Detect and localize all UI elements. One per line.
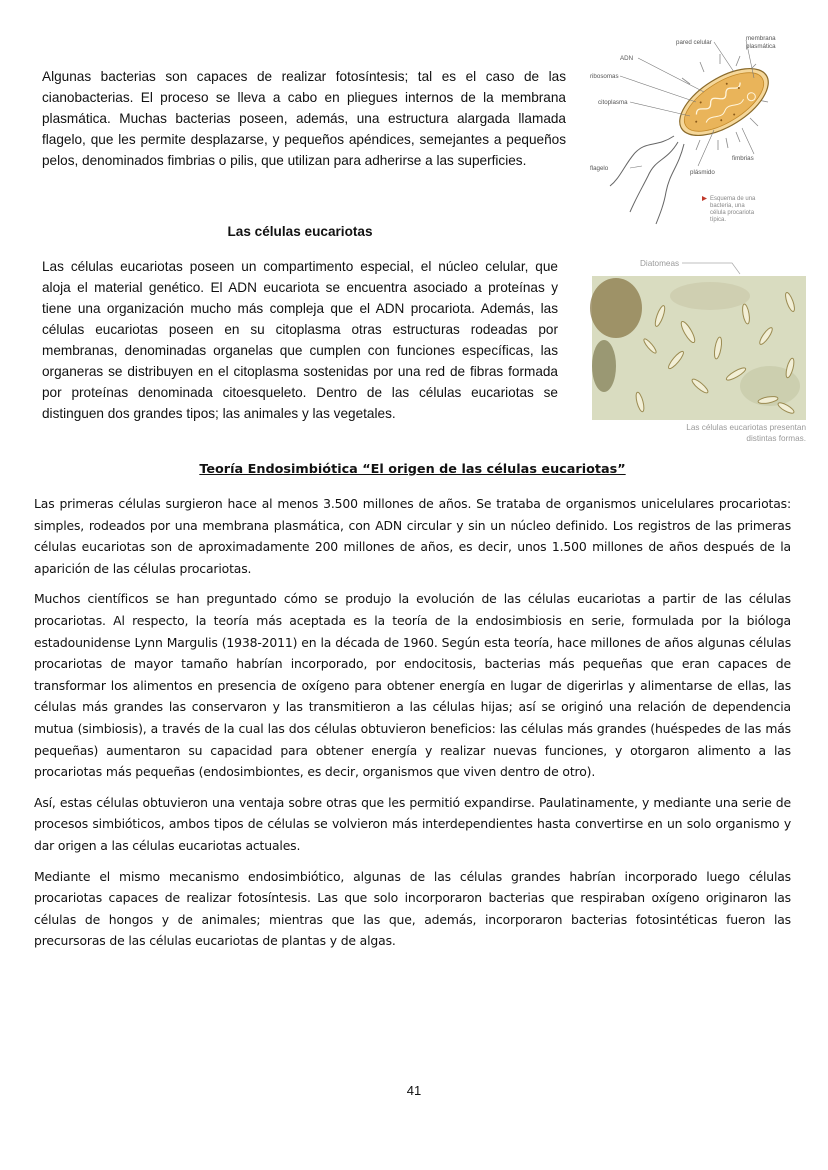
diatom-micrograph	[590, 256, 810, 448]
endosymbiotic-paragraph-1: Las primeras células surgieron hace al menos 3.500 millones de años. Se trataba de organismos unicelulares procariotas: simples, rodeados por una membrana plasmática, con ADN circular y sin un núcleo definido. Los registros de las primeras células eucariotas son de aproximadamente 200 millones de años, es decir, unos 1.500 millones de años después de la aparición de las células procariotas.	[34, 496, 791, 576]
endosymbiotic-paragraph-3: Así, estas células obtuvieron una ventaja sobre otras que les permitió expandirse. Paulatinamente, y mediante una serie de procesos simbióticos, ambos tipos de células se volvieron más interdependientes hasta convertirse en un solo organismo y dar origen a las células eucariotas actuales.	[34, 794, 791, 853]
diatom-caption-line-2: distintas formas.	[746, 434, 806, 443]
label-plasmido: plásmido	[690, 169, 715, 176]
label-pared: pared celular	[676, 39, 712, 46]
label-adn: ADN	[620, 55, 634, 62]
label-citoplasma: citoplasma	[598, 99, 628, 106]
label-flagelo: flagelo	[590, 165, 609, 172]
diatom-label: Diatomeas	[640, 259, 680, 268]
endosymbiotic-paragraph-4: Mediante el mismo mecanismo endosimbiótico, algunas de las células grandes habrían incorporado luego células procariotas capaces de realizar fotosíntesis. Las que solo incorporaron bacterias que respiraban oxígeno originaron las células de hongos y de animales; mientras que las que, además, incorporaron bacterias fotosintéticas fueron las precursoras de las células eucariotas de plantas y de algas.	[34, 868, 791, 949]
caption-marker	[702, 196, 707, 201]
bacteria-caption-line-4: típica.	[710, 217, 727, 223]
label-fimbrias: fimbrias	[732, 155, 754, 162]
label-membrana-1: membrana	[746, 35, 776, 42]
label-ribosomas: ribosomas	[590, 73, 619, 80]
bacteria-caption-line-1: Esquema de una	[710, 196, 756, 202]
flagellum-3	[656, 144, 684, 224]
eukaryotes-paragraph: Las células eucariotas poseen un compartimento especial, el núcleo celular, que aloja el material genético. El ADN eucariota se encuentra asociado a proteínas y tiene una organización mucho más compleja que el ADN procariota. Además, las células eucariotas poseen en su citoplasma otras estructuras rodeadas por membranas, denominadas organelas que cumplen con funciones específicas, las organeras se distribuyen en el citoplasma sostenidas por una red de fibras formada por proteínas denominada citoesqueleto. Dentro de las células eucariotas se distinguen dos grandes tipos; las animales y las vegetales.	[42, 259, 558, 421]
eukaryotes-heading: Las células eucariotas	[227, 224, 373, 239]
bacteria-caption-line-3: célula procariota	[710, 210, 755, 216]
endosymbiotic-title: Teoría Endosimbiótica “El origen de las células eucariotas”	[199, 462, 626, 477]
endosymbiotic-body	[34, 493, 791, 961]
label-membrana-2: plasmática	[746, 43, 776, 50]
intro-paragraph: Algunas bacterias son capaces de realizar fotosíntesis; tal es el caso de las cianobacterias. El proceso se lleva a cabo en pliegues internos de la membrana plasmática. Muchas bacterias poseen, además, una estructura alargada llamada flagelo, que les permite desplazarse, y pequeños apéndices, semejantes a pequeños pelos, denominados fimbrias o pilis, que utilizan para adherirse a las superficies.	[42, 69, 566, 168]
page-number: 41	[406, 1083, 422, 1098]
diatom-caption-line-1: Las células eucariotas presentan	[686, 423, 806, 432]
bacteria-diagram	[586, 28, 792, 234]
bacteria-caption-line-2: bacteria, una	[710, 203, 745, 209]
endosymbiotic-paragraph-2: Muchos científicos se han preguntado cómo se produjo la evolución de las células eucariotas a partir de las células procariotas. Al respecto, la teoría más aceptada es la teoría de la endosimbiosis en serie, formulada por la bióloga estadounidense Lynn Margulis (1938-2011) en la década de 1960. Según esta teoría, hace millones de años algunas células procariotas de mayor tamaño habrían incorporado, por endocitosis, bacterias más pequeñas que eran capaces de transformar los alimentos en presencia de oxígeno para obtener energía en lugar de digerirlas y alimentarse de ellas, las células más grandes las conservaron y las transmitieron a las células hijas; así se originó una relación de dependencia mutua (simbiosis), a través de la cual las dos células obtuvieron beneficios: las células más grandes (huéspedes de las más pequeñas) aumentaron su capacidad para obtener energía y realizar nuevas funciones, y otorgaron alimento a las procariotas más pequeñas (endosimbiontes, es decir, organismos que viven dentro de otro).	[34, 591, 791, 780]
flagellum-1	[610, 136, 674, 186]
